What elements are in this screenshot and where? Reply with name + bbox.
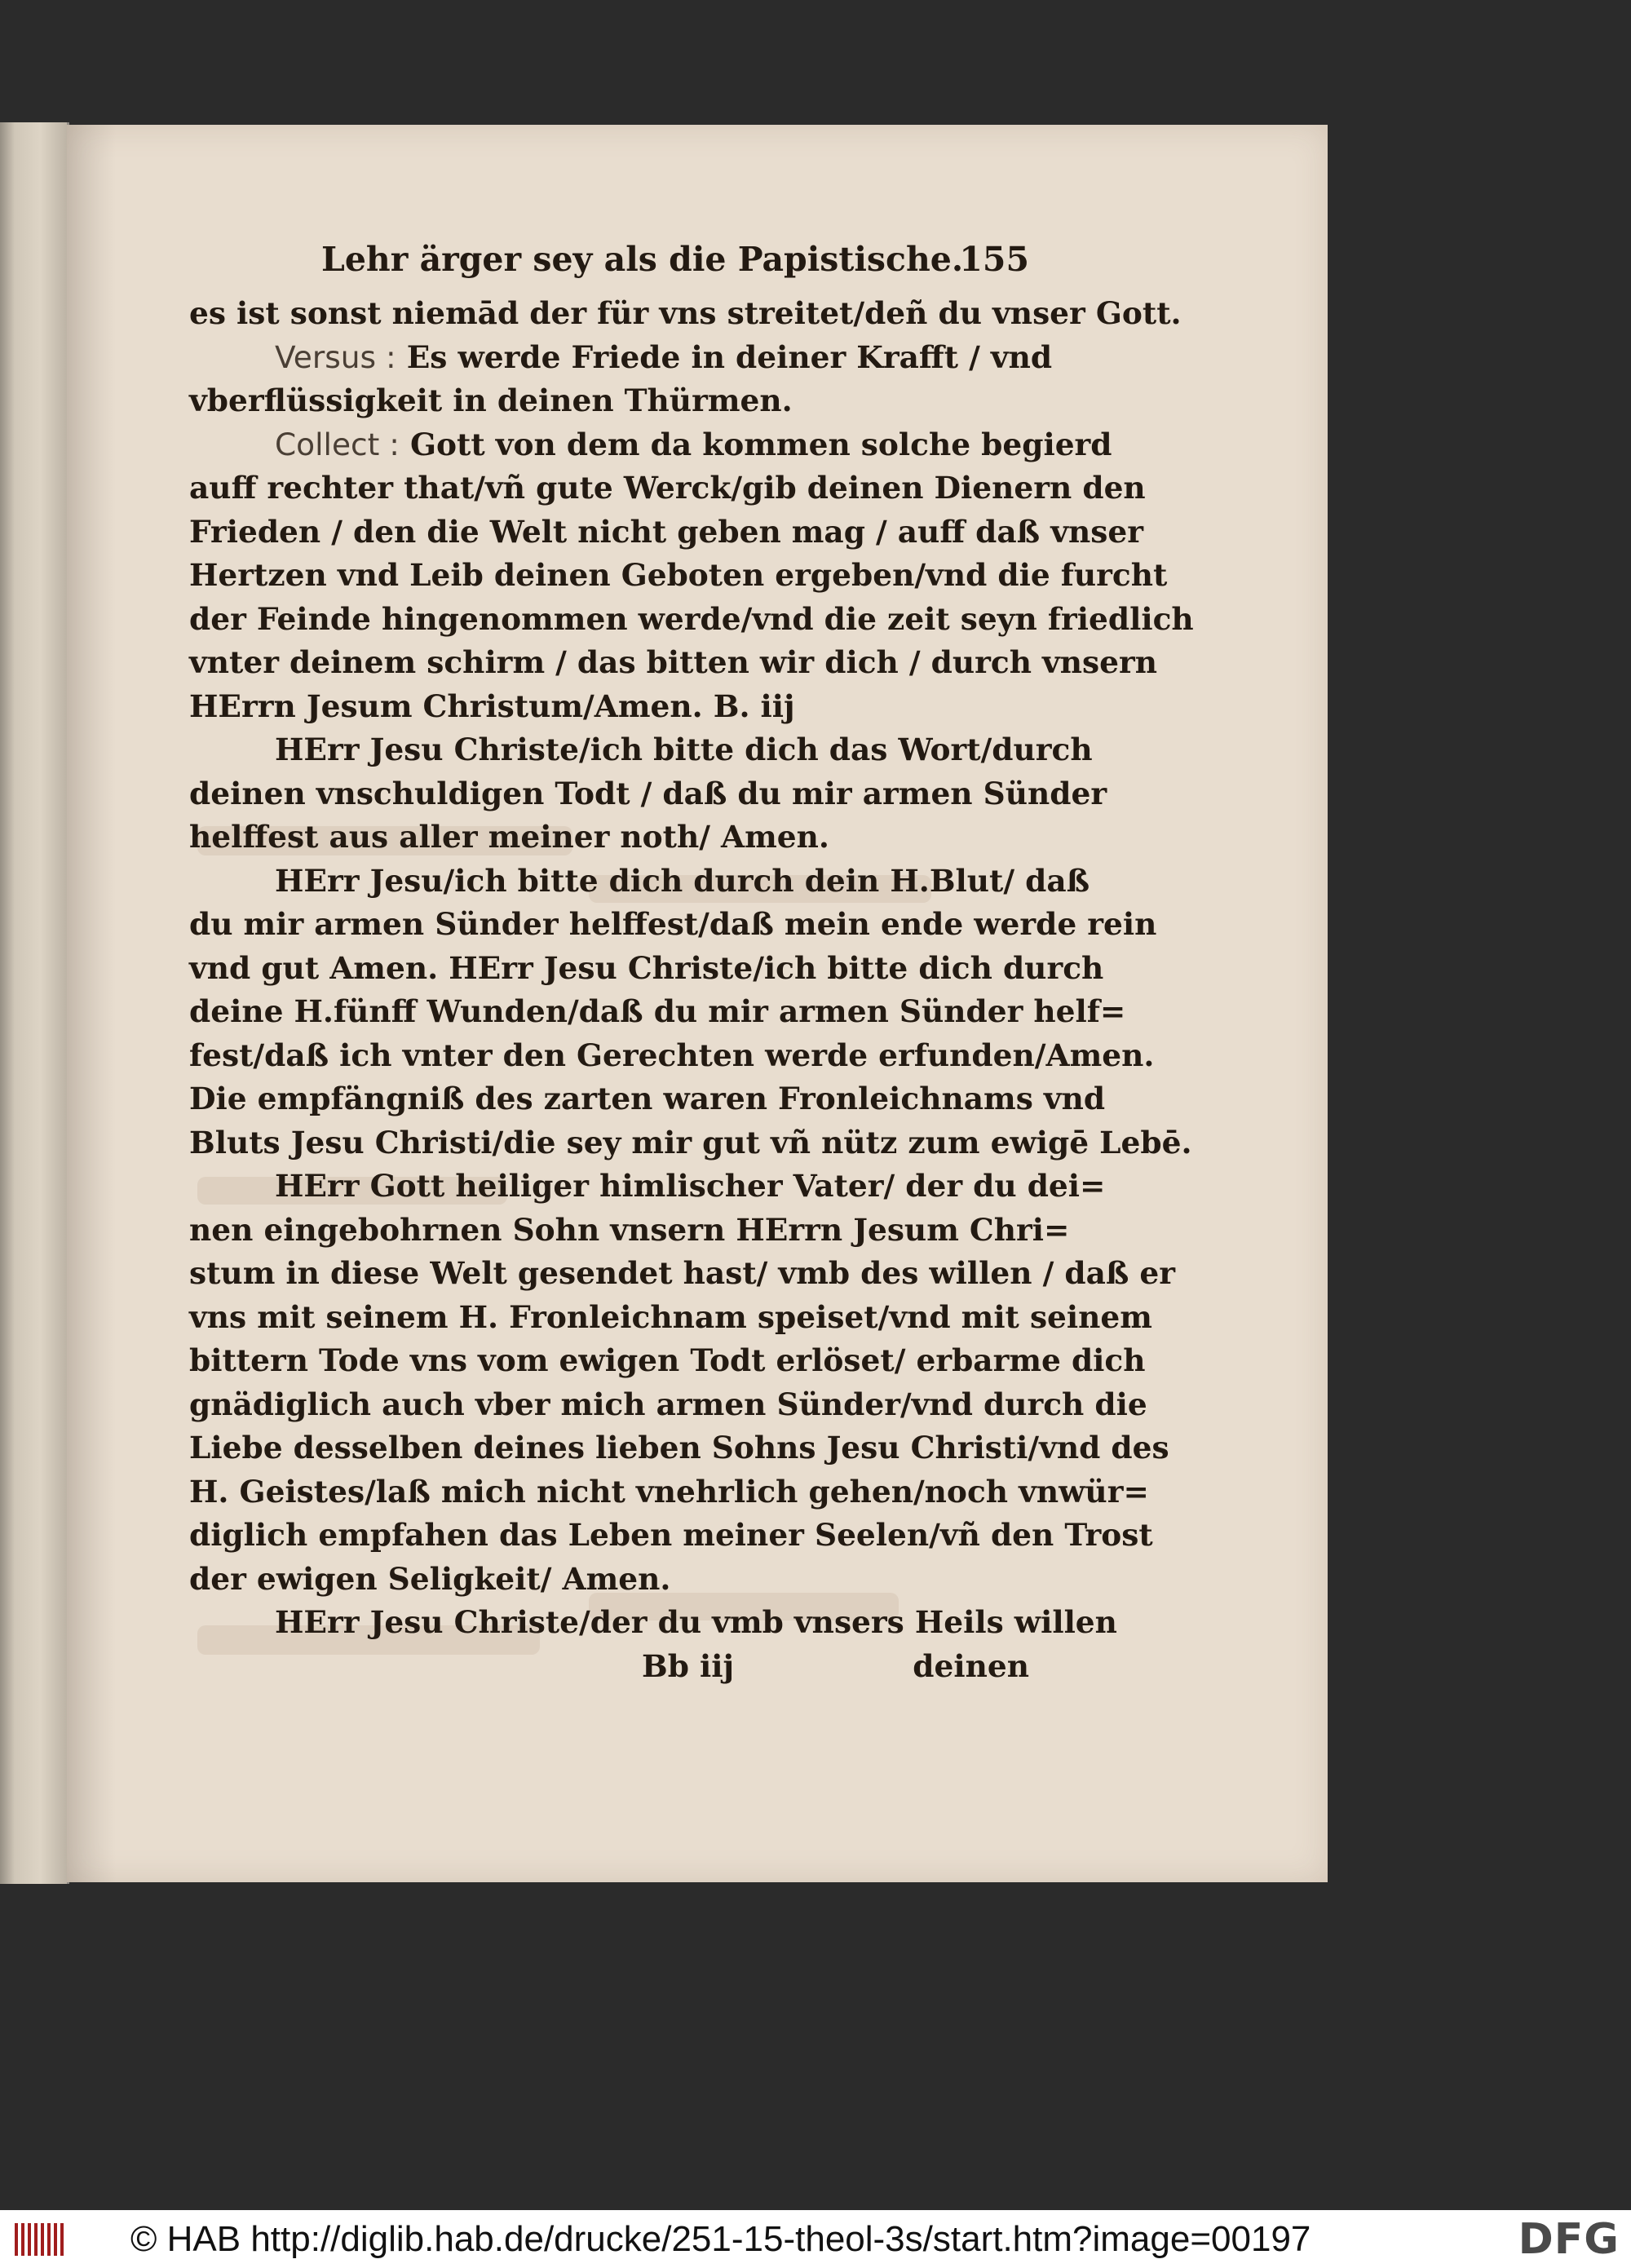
text-line (189, 1558, 1029, 1602)
text-line (189, 990, 1126, 1034)
text-line (189, 1121, 1192, 1165)
signature-mark: Bb iij (642, 1647, 735, 1684)
line-text: Bluts Jesu Christi/die sey mir gut vñ nütz zum ewigē Lebē. (189, 1124, 1192, 1161)
line-text: vnd gut Amen. HErr Jesu Christe/ich bitte dich durch (189, 949, 1104, 986)
latin-label: Collect : (275, 426, 400, 462)
text-line (189, 1383, 1147, 1427)
line-text: bittern Tode vns vom ewigen Todt erlöset/ erbarme dich (189, 1342, 1146, 1378)
text-line (189, 1252, 1176, 1296)
line-text: Liebe desselben deines lieben Sohns Jesu Christi/vnd des (189, 1430, 1169, 1466)
hab-logo-icon (15, 2223, 65, 2256)
credit-link[interactable]: © HAB http://diglib.hab.de/drucke/251-15-theol-3s/start.htm?image=00197 (130, 2219, 1311, 2259)
latin-label: Versus : (275, 338, 396, 375)
text-line (189, 379, 1029, 423)
text-line (189, 772, 1107, 816)
line-text: Gott von dem da kommen solche begierd (409, 426, 1112, 462)
line-text: vberflüssigkeit in deinen Thürmen. (189, 382, 793, 418)
text-line (189, 685, 1029, 729)
line-text: nen eingebohrnen Sohn vnsern HErrn Jesum Chri= (189, 1211, 1070, 1248)
line-text: deine H.fünff Wunden/daß du mir armen Sünder helf= (189, 993, 1126, 1029)
line-text: Die empfängniß des zarten waren Fronleichnams vnd (189, 1081, 1106, 1116)
book-page (67, 125, 1328, 1882)
text-line (189, 423, 1112, 467)
line-text: Hertzen vnd Leib deinen Geboten ergeben/vnd die furcht (189, 557, 1168, 593)
text-line (189, 466, 1146, 511)
text-line (189, 554, 1168, 598)
line-text: Frieden / den die Welt nicht geben mag / auff daß vnser (189, 513, 1144, 550)
dfg-logo: DFG (1518, 2215, 1620, 2264)
line-text: vns mit seinem H. Fronleichnam speiset/vnd mit seinem (189, 1298, 1152, 1335)
body-text (189, 292, 1194, 1645)
line-text: der Feinde hingenommen werde/vnd die zeit seyn friedlich (189, 600, 1194, 637)
text-line (189, 1470, 1149, 1514)
line-text: der ewigen Seligkeit/ Amen. (189, 1560, 671, 1597)
text-line (189, 1077, 1106, 1121)
text-line (189, 511, 1144, 555)
text-line (189, 1514, 1153, 1558)
line-text: HErrn Jesum Christum/Amen. B. iij (189, 687, 795, 724)
line-text: stum in diese Welt gesendet hast/ vmb des willen / daß er (189, 1255, 1176, 1291)
footer-bar (0, 2210, 1631, 2268)
line-text: HErr Jesu Christe/ich bitte dich das Wort/durch (275, 732, 1093, 767)
text-line (189, 292, 1182, 336)
text-line (189, 1296, 1152, 1340)
text-line (189, 336, 1053, 380)
line-text: H. Geistes/laß mich nicht vnehrlich gehen/noch vnwür= (189, 1473, 1149, 1510)
text-line (189, 1339, 1146, 1383)
signature-row (189, 1645, 1029, 1689)
page-header (189, 227, 1029, 292)
running-head: Lehr ärger sey als die Papistische. (321, 240, 964, 279)
line-text: fest/daß ich vnter den Gerechten werde erfunden/Amen. (189, 1037, 1155, 1073)
catchword: deinen (913, 1647, 1029, 1684)
text-line (189, 641, 1158, 685)
line-text: du mir armen Sünder helffest/daß mein ende werde rein (189, 906, 1157, 942)
text-line (189, 1426, 1169, 1470)
text-line (189, 1165, 1106, 1209)
line-text: vnter deinem schirm / das bitten wir dich / durch vnsern (189, 644, 1158, 680)
text-line (189, 1034, 1155, 1078)
page-number: 155 (959, 240, 1029, 279)
line-text: helffest aus aller meiner noth/ Amen. (189, 819, 829, 855)
line-text: auff rechter that/vñ gute Werck/gib deinen Dienern den (189, 470, 1146, 506)
text-line (189, 903, 1157, 947)
text-line (189, 598, 1194, 642)
line-text: HErr Gott heiliger himlischer Vater/ der du dei= (275, 1168, 1106, 1204)
line-text: Es werde Friede in deiner Krafft / vnd (406, 338, 1053, 375)
gutter-shadow (0, 122, 15, 1884)
text-line (189, 860, 1090, 904)
line-text: deinen vnschuldigen Todt / daß du mir armen Sünder (189, 775, 1107, 811)
text-line (189, 1209, 1070, 1253)
line-text: HErr Jesu Christe/der du vmb vnsers Heils willen (275, 1604, 1117, 1640)
page-text-block (189, 227, 1194, 1688)
text-line (189, 816, 1029, 860)
line-text: diglich empfahen das Leben meiner Seelen/vñ den Trost (189, 1517, 1153, 1553)
text-line (189, 1601, 1117, 1645)
line-text: HErr Jesu/ich bitte dich durch dein H.Blut/ daß (275, 862, 1090, 899)
text-line (189, 728, 1093, 772)
text-line (189, 947, 1104, 991)
line-text: gnädiglich auch vber mich armen Sünder/vnd durch die (189, 1386, 1147, 1422)
page-shading (67, 125, 116, 1882)
line-text: es ist sonst niemād der für vns streitet/deñ du vnser Gott. (189, 295, 1182, 331)
